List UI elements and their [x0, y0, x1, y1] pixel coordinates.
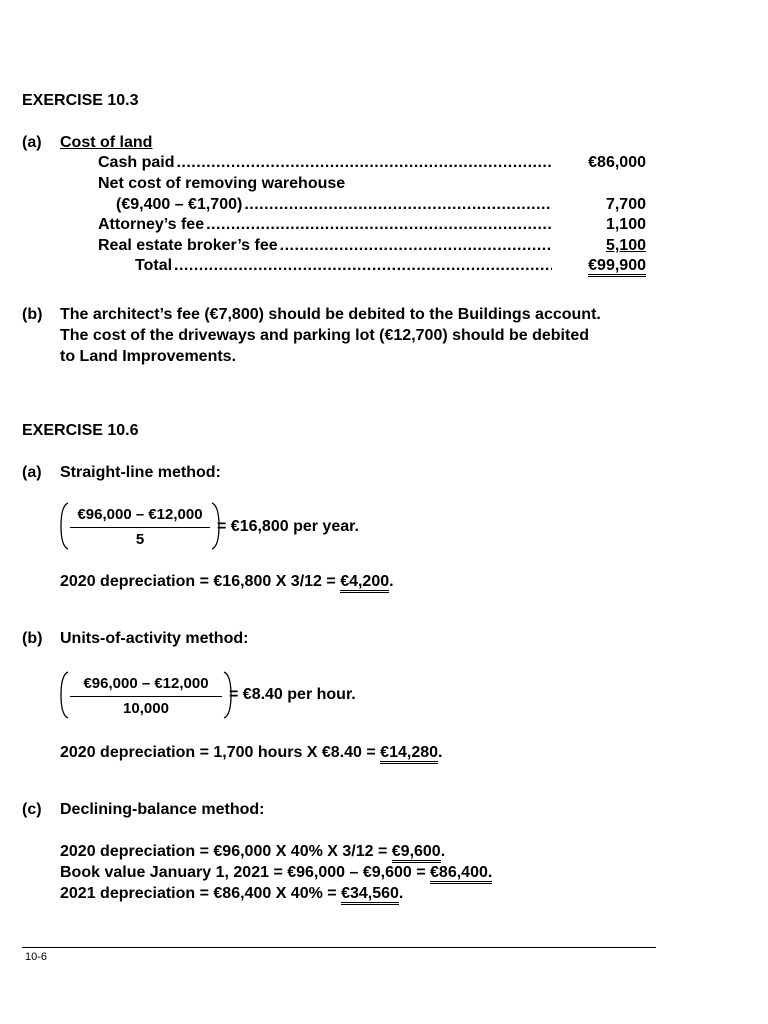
fraction-denominator: 10,000: [123, 700, 169, 717]
page-number: 10-6: [25, 951, 48, 963]
line-text: Book value January 1, 2021 = €96,000 – €9,600 =: [60, 864, 431, 881]
line-value: €86,400.: [430, 864, 492, 884]
straight-line-fraction: [70, 505, 210, 549]
declining-balance-line-2: [60, 863, 492, 882]
cost-row-net-cost-removing: Net cost of removing warehouse: [98, 175, 346, 192]
cost-row-cash-paid: [98, 153, 552, 172]
left-paren: [60, 502, 70, 550]
part-c-label: (c): [22, 801, 42, 818]
part-b-line-2: The cost of the driveways and parking lot (€12,700) should be debited: [60, 327, 589, 344]
row-label: Cash paid: [98, 154, 175, 171]
part-b-line-1: The architect’s fee (€7,800) should be debited to the Buildings account.: [60, 306, 601, 323]
line-value: €34,560: [341, 885, 399, 905]
units-of-activity-result: = €8.40 per hour.: [229, 686, 356, 703]
period: .: [389, 573, 394, 590]
units-of-activity-formula: [60, 671, 390, 719]
depreciation-value: €4,200: [340, 573, 389, 593]
part-a-label: (a): [22, 464, 42, 481]
declining-balance-line-3: [60, 884, 403, 903]
total-amount: [588, 256, 646, 275]
cost-of-land-title: Cost of land: [60, 134, 153, 151]
straight-line-depreciation: [60, 572, 394, 591]
cost-row-total: [135, 256, 552, 275]
cost-row-attorney-fee: [98, 215, 552, 234]
units-of-activity-fraction: [70, 674, 222, 718]
row-label: Attorney’s fee: [98, 216, 205, 233]
line-text: 2020 depreciation = €96,000 X 40% X 3/12 =: [60, 843, 392, 860]
period: .: [438, 744, 443, 761]
exercise-10-3-heading: EXERCISE 10.3: [22, 92, 139, 109]
units-of-activity-title: Units-of-activity method:: [60, 630, 249, 647]
depreciation-text: 2020 depreciation = 1,700 hours X €8.40 =: [60, 744, 381, 761]
exercise-10-6-heading: EXERCISE 10.6: [22, 422, 139, 439]
fraction-numerator: €96,000 – €12,000: [70, 505, 210, 528]
part-b-label: (b): [22, 630, 43, 647]
straight-line-result: = €16,800 per year.: [217, 518, 359, 535]
declining-balance-line-1: [60, 842, 445, 861]
footer-rule: [22, 947, 656, 948]
depreciation-value: €14,280: [380, 744, 438, 764]
row-label: Real estate broker’s fee: [98, 237, 278, 254]
row-label: Total: [135, 257, 173, 274]
cost-row-broker-fee: [98, 236, 552, 255]
net-cost-amount: 7,700: [605, 196, 646, 213]
period: .: [398, 885, 404, 902]
declining-balance-title: Declining-balance method:: [60, 801, 265, 818]
fraction-denominator: 5: [135, 531, 145, 548]
units-of-activity-depreciation: [60, 743, 442, 762]
attorney-fee-amount: 1,100: [605, 216, 646, 233]
broker-fee-amount: 5,100: [605, 237, 646, 254]
depreciation-text: 2020 depreciation = €16,800 X 3/12 =: [60, 573, 341, 590]
line-value: €9,600: [392, 843, 441, 863]
fraction-numerator: €96,000 – €12,000: [70, 674, 222, 697]
period: .: [440, 843, 446, 860]
straight-line-title: Straight-line method:: [60, 464, 221, 481]
left-paren: [60, 671, 70, 719]
part-a-label: (a): [22, 134, 42, 151]
part-b-label: (b): [22, 306, 43, 323]
total-value: €99,900: [588, 257, 646, 277]
part-b-line-3: to Land Improvements.: [60, 348, 237, 365]
row-label: (€9,400 – €1,700): [116, 196, 243, 213]
cash-paid-amount: €86,000: [588, 154, 646, 171]
cost-row-net-cost-calc: [116, 195, 552, 214]
straight-line-formula: [60, 502, 380, 550]
line-text: 2021 depreciation = €86,400 X 40% =: [60, 885, 342, 902]
